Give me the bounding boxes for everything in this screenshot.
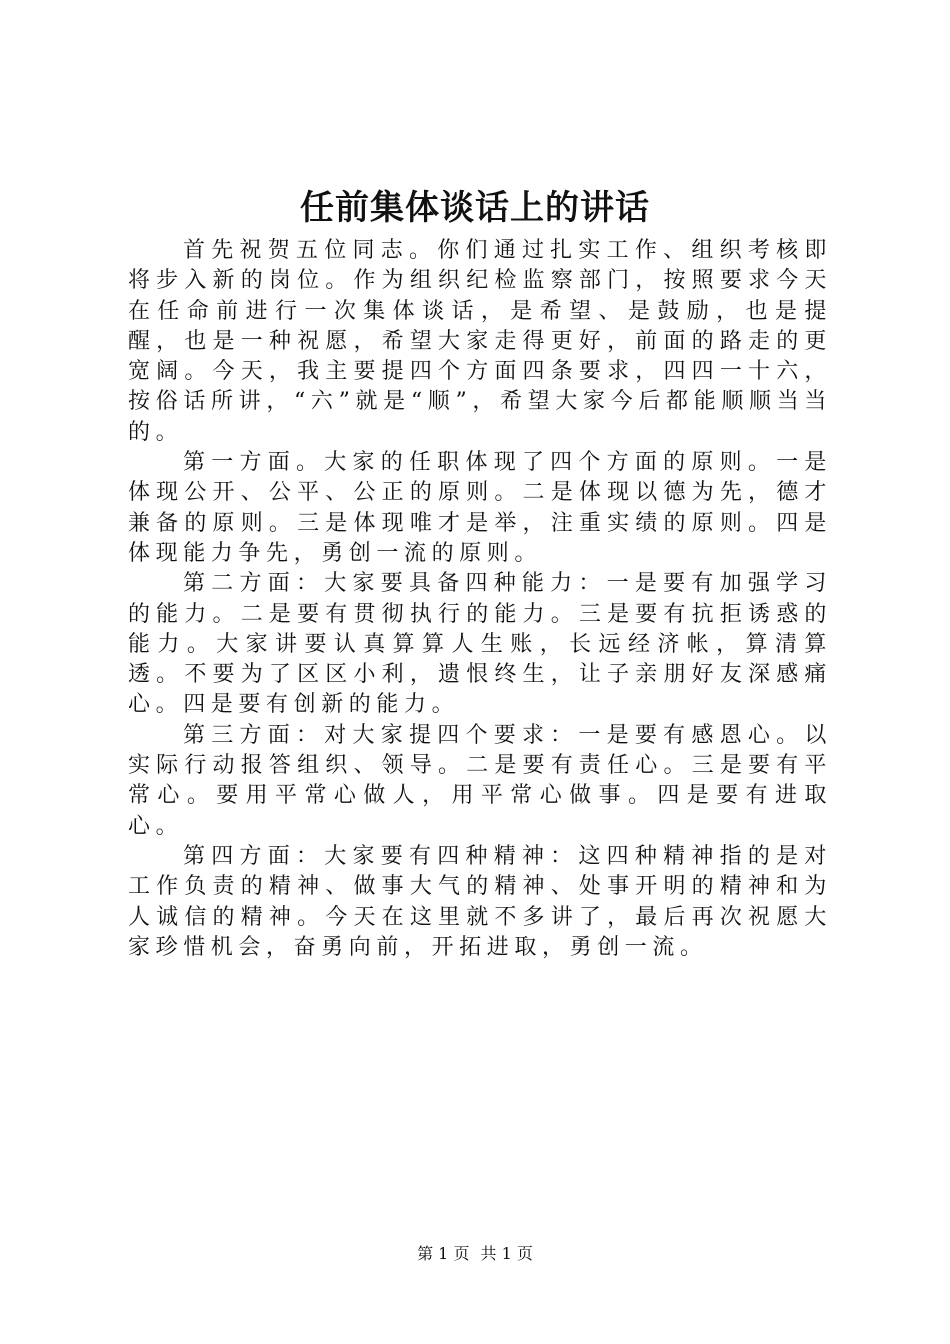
page-number: 第 1 页 <box>417 1244 470 1263</box>
paragraph-aspect-four: 第四方面：大家要有四种精神：这四种精神指的是对工作负责的精神、做事大气的精神、处事开明的精神和为人诚信的精神。今天在这里就不多讲了，最后再次祝愿大家珍惜机会，奋勇向前，开拓进取，勇创一流。 <box>128 843 832 960</box>
paragraph-aspect-one: 第一方面。大家的任职体现了四个方面的原则。一是体现公开、公平、公正的原则。二是体现以德为先，德才兼备的原则。三是体现唯才是举，注重实绩的原则。四是体现能力争先，勇创一流的原则。 <box>128 450 832 566</box>
page-total: 共 1 页 <box>480 1244 533 1263</box>
paragraph-aspect-three: 第三方面：对大家提四个要求：一是要有感恩心。以实际行动报答组织、领导。二是要有责任心。三是要有平常心。要用平常心做人，用平常心做事。四是要有进取心。 <box>128 722 832 839</box>
page-footer <box>0 1242 950 1266</box>
document-body <box>128 236 832 963</box>
paragraph-aspect-two: 第二方面：大家要具备四种能力：一是要有加强学习的能力。二是要有贯彻执行的能力。三是要有抗拒诱惑的能力。大家讲要认真算算人生账，长远经济帐，算清算透。不要为了区区小利，遗恨终生，让子亲朋好友深感痛心。四是要有创新的能力。 <box>128 571 832 718</box>
document-title: 任前集体谈话上的讲话 <box>300 188 650 228</box>
paragraph-intro: 首先祝贺五位同志。你们通过扎实工作、组织考核即将步入新的岗位。作为组织纪检监察部门，按照要求今天在任命前进行一次集体谈话，是希望、是鼓励，也是提醒，也是一种祝愿，希望大家走得更好，前面的路走的更宽阔。今天，我主要提四个方面四条要求，四四一十六，按俗话所讲，“六”就是“顺”，希望大家今后都能顺顺当当的。 <box>128 238 832 445</box>
